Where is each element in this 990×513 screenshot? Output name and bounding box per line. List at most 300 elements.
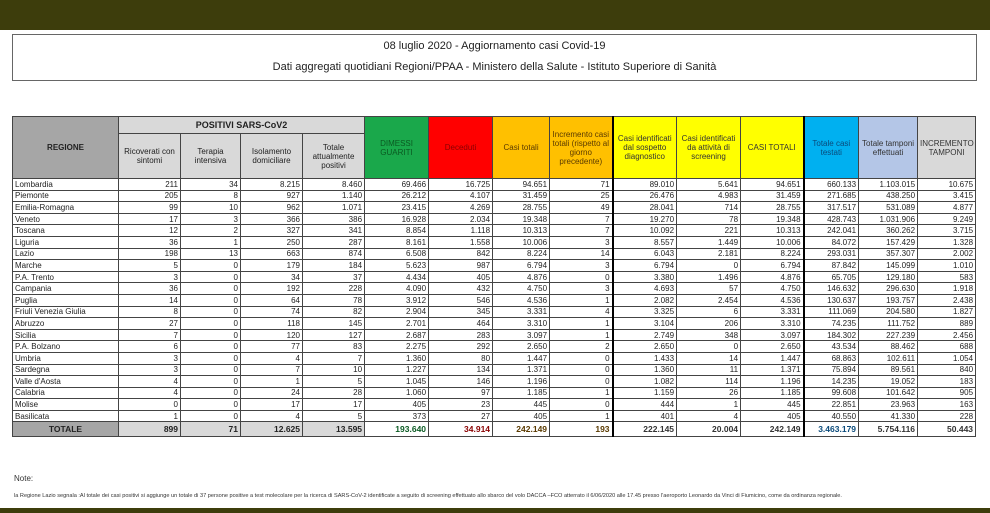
value-cell: 3	[550, 283, 613, 295]
value-cell: 4	[119, 387, 181, 399]
value-cell: 4.876	[741, 271, 804, 283]
value-cell: 0	[677, 260, 741, 272]
value-cell: 43.534	[804, 341, 859, 353]
value-cell: 1	[119, 410, 181, 422]
value-cell: 2.454	[677, 294, 741, 306]
value-cell: 8.161	[365, 236, 429, 248]
region-name-cell: Umbria	[13, 352, 119, 364]
totals-value-cell: 71	[181, 422, 241, 437]
value-cell: 179	[241, 260, 303, 272]
value-cell: 8	[181, 190, 241, 202]
value-cell: 341	[303, 225, 365, 237]
value-cell: 7	[550, 213, 613, 225]
value-cell: 13	[181, 248, 241, 260]
value-cell: 2.904	[365, 306, 429, 318]
value-cell: 1.082	[613, 376, 677, 388]
notes-text: la Regione Lazio segnala :Al totale dei casi positivi si aggiunge un totale di 37 persone positive a test molecolare per la ricerca di SARS-CoV-2 identificate a seguito di screening effettuato allo sbarco del volo DACCA –FCO atterrato il 6/06/2020 alle 17.45 presso l'aeroporto Leonardo da Vinci di Fiumicino, come da ordinanza regionale.	[14, 493, 842, 499]
value-cell: 8.557	[613, 236, 677, 248]
region-name-cell: Calabria	[13, 387, 119, 399]
header-totale-positivi: Totale attualmente positivi	[303, 134, 365, 179]
totals-value-cell: 13.595	[303, 422, 365, 437]
value-cell: 71	[550, 179, 613, 191]
value-cell: 1.558	[429, 236, 493, 248]
totals-value-cell: 20.004	[677, 422, 741, 437]
value-cell: 23	[429, 399, 493, 411]
value-cell: 10.313	[741, 225, 804, 237]
value-cell: 3	[119, 352, 181, 364]
value-cell: 26.476	[613, 190, 677, 202]
value-cell: 4.876	[493, 271, 550, 283]
totals-value-cell: 3.463.179	[804, 422, 859, 437]
value-cell: 4.269	[429, 202, 493, 214]
value-cell: 10.006	[493, 236, 550, 248]
value-cell: 74	[241, 306, 303, 318]
value-cell: 183	[918, 376, 976, 388]
bottom-banner	[0, 508, 990, 513]
value-cell: 1.118	[429, 225, 493, 237]
value-cell: 8.224	[493, 248, 550, 260]
value-cell: 111.069	[804, 306, 859, 318]
value-cell: 405	[741, 410, 804, 422]
value-cell: 87.842	[804, 260, 859, 272]
value-cell: 271.685	[804, 190, 859, 202]
value-cell: 1.060	[365, 387, 429, 399]
value-cell: 94.651	[493, 179, 550, 191]
value-cell: 0	[181, 376, 241, 388]
value-cell: 4	[677, 410, 741, 422]
value-cell: 14	[677, 352, 741, 364]
value-cell: 4	[241, 410, 303, 422]
value-cell: 3	[550, 260, 613, 272]
value-cell: 2	[550, 341, 613, 353]
value-cell: 1.371	[493, 364, 550, 376]
value-cell: 16.928	[365, 213, 429, 225]
value-cell: 36	[119, 236, 181, 248]
value-cell: 4.107	[429, 190, 493, 202]
value-cell: 660.133	[804, 179, 859, 191]
value-cell: 94.651	[741, 179, 804, 191]
value-cell: 102.611	[859, 352, 918, 364]
top-banner	[0, 0, 990, 30]
region-name-cell: Sardegna	[13, 364, 119, 376]
value-cell: 4	[119, 376, 181, 388]
table-row	[13, 179, 976, 191]
value-cell: 6.508	[365, 248, 429, 260]
value-cell: 283	[429, 329, 493, 341]
title-box	[12, 34, 977, 81]
region-name-cell: P.A. Trento	[13, 271, 119, 283]
value-cell: 8.224	[741, 248, 804, 260]
value-cell: 962	[241, 202, 303, 214]
table-row	[13, 341, 976, 353]
table-body	[13, 179, 976, 437]
value-cell: 1	[241, 376, 303, 388]
value-cell: 31.459	[741, 190, 804, 202]
value-cell: 40.550	[804, 410, 859, 422]
value-cell: 1.328	[918, 236, 976, 248]
value-cell: 34	[181, 179, 241, 191]
page-subtitle: Dati aggregati quotidiani Regioni/PPAA - Ministero della Salute - Istituto Superiore di Sanità	[272, 61, 717, 73]
value-cell: 228	[303, 283, 365, 295]
header-incremento-casi: Incremento casi totali (rispetto al giorno precedente)	[550, 117, 613, 179]
value-cell: 3.380	[613, 271, 677, 283]
region-name-cell: Toscana	[13, 225, 119, 237]
value-cell: 1.433	[613, 352, 677, 364]
value-cell: 2.275	[365, 341, 429, 353]
region-name-cell: Lombardia	[13, 179, 119, 191]
region-name-cell: Sicilia	[13, 329, 119, 341]
value-cell: 4.983	[677, 190, 741, 202]
header-sospetto-diagnostico: Casi identificati dal sospetto diagnostico	[613, 117, 677, 179]
value-cell: 36	[119, 283, 181, 295]
value-cell: 1	[550, 329, 613, 341]
value-cell: 2.650	[613, 341, 677, 353]
table-row	[13, 283, 976, 295]
value-cell: 1.918	[918, 283, 976, 295]
value-cell: 205	[119, 190, 181, 202]
table-row	[13, 352, 976, 364]
value-cell: 0	[550, 399, 613, 411]
value-cell: 1.827	[918, 306, 976, 318]
value-cell: 99.608	[804, 387, 859, 399]
value-cell: 4.536	[493, 294, 550, 306]
value-cell: 348	[677, 329, 741, 341]
value-cell: 3.104	[613, 318, 677, 330]
value-cell: 14	[119, 294, 181, 306]
value-cell: 2.438	[918, 294, 976, 306]
value-cell: 97	[429, 387, 493, 399]
value-cell: 1.054	[918, 352, 976, 364]
value-cell: 118	[241, 318, 303, 330]
value-cell: 7	[241, 364, 303, 376]
value-cell: 242.041	[804, 225, 859, 237]
table-row	[13, 202, 976, 214]
value-cell: 74.235	[804, 318, 859, 330]
page-title: 08 luglio 2020 - Aggiornamento casi Covid-19	[383, 40, 606, 52]
value-cell: 6.043	[613, 248, 677, 260]
value-cell: 211	[119, 179, 181, 191]
table-row	[13, 248, 976, 260]
value-cell: 10	[181, 202, 241, 214]
header-regione: REGIONE	[13, 117, 119, 179]
value-cell: 27	[119, 318, 181, 330]
value-cell: 1.045	[365, 376, 429, 388]
value-cell: 89.010	[613, 179, 677, 191]
region-name-cell: Veneto	[13, 213, 119, 225]
value-cell: 3	[181, 213, 241, 225]
totals-value-cell: 899	[119, 422, 181, 437]
value-cell: 1.196	[493, 376, 550, 388]
region-name-cell: Basilicata	[13, 410, 119, 422]
value-cell: 1.496	[677, 271, 741, 283]
header-deceduti: Deceduti	[429, 117, 493, 179]
value-cell: 1.185	[741, 387, 804, 399]
value-cell: 3.310	[493, 318, 550, 330]
value-cell: 49	[550, 202, 613, 214]
table-row	[13, 329, 976, 341]
value-cell: 6.794	[613, 260, 677, 272]
totals-row	[13, 422, 976, 437]
value-cell: 19.052	[859, 376, 918, 388]
value-cell: 927	[241, 190, 303, 202]
value-cell: 688	[918, 341, 976, 353]
value-cell: 146.632	[804, 283, 859, 295]
value-cell: 1	[550, 410, 613, 422]
value-cell: 1.140	[303, 190, 365, 202]
value-cell: 1.447	[493, 352, 550, 364]
value-cell: 445	[493, 399, 550, 411]
value-cell: 1.071	[303, 202, 365, 214]
region-name-cell: Abruzzo	[13, 318, 119, 330]
header-positivi-group: POSITIVI SARS-CoV2	[119, 117, 365, 134]
totals-value-cell: 222.145	[613, 422, 677, 437]
value-cell: 1.449	[677, 236, 741, 248]
totals-value-cell: 193	[550, 422, 613, 437]
value-cell: 10.675	[918, 179, 976, 191]
value-cell: 146	[429, 376, 493, 388]
value-cell: 17	[241, 399, 303, 411]
value-cell: 204.580	[859, 306, 918, 318]
region-name-cell: P.A. Bolzano	[13, 341, 119, 353]
table-row	[13, 213, 976, 225]
value-cell: 531.089	[859, 202, 918, 214]
value-cell: 8	[119, 306, 181, 318]
value-cell: 10.006	[741, 236, 804, 248]
value-cell: 0	[181, 410, 241, 422]
value-cell: 3	[119, 364, 181, 376]
value-cell: 127	[303, 329, 365, 341]
value-cell: 28.041	[613, 202, 677, 214]
region-name-cell: Liguria	[13, 236, 119, 248]
value-cell: 3.415	[918, 190, 976, 202]
value-cell: 184.302	[804, 329, 859, 341]
value-cell: 0	[181, 387, 241, 399]
value-cell: 4.090	[365, 283, 429, 295]
value-cell: 9.249	[918, 213, 976, 225]
value-cell: 19.270	[613, 213, 677, 225]
value-cell: 250	[241, 236, 303, 248]
value-cell: 129.180	[859, 271, 918, 283]
totals-value-cell: 242.149	[493, 422, 550, 437]
value-cell: 7	[119, 329, 181, 341]
value-cell: 23.963	[859, 399, 918, 411]
covid-data-table	[12, 116, 976, 437]
header-ricoverati: Ricoverati con sintomi	[119, 134, 181, 179]
value-cell: 663	[241, 248, 303, 260]
value-cell: 130.637	[804, 294, 859, 306]
value-cell: 1.371	[741, 364, 804, 376]
table-row	[13, 271, 976, 283]
value-cell: 428.743	[804, 213, 859, 225]
value-cell: 287	[303, 236, 365, 248]
value-cell: 0	[181, 352, 241, 364]
value-cell: 227.239	[859, 329, 918, 341]
value-cell: 6	[677, 306, 741, 318]
value-cell: 14	[550, 248, 613, 260]
value-cell: 1.227	[365, 364, 429, 376]
region-name-cell: Campania	[13, 283, 119, 295]
value-cell: 78	[303, 294, 365, 306]
table-row	[13, 364, 976, 376]
value-cell: 11	[677, 364, 741, 376]
value-cell: 1	[181, 236, 241, 248]
table-row	[13, 376, 976, 388]
value-cell: 69.466	[365, 179, 429, 191]
value-cell: 3.912	[365, 294, 429, 306]
value-cell: 228	[918, 410, 976, 422]
table-row	[13, 260, 976, 272]
value-cell: 6	[119, 341, 181, 353]
value-cell: 83	[303, 341, 365, 353]
value-cell: 2.749	[613, 329, 677, 341]
value-cell: 78	[677, 213, 741, 225]
value-cell: 14.235	[804, 376, 859, 388]
value-cell: 0	[550, 376, 613, 388]
value-cell: 405	[365, 399, 429, 411]
totals-value-cell: 50.443	[918, 422, 976, 437]
value-cell: 4	[241, 352, 303, 364]
value-cell: 1.031.906	[859, 213, 918, 225]
value-cell: 445	[741, 399, 804, 411]
value-cell: 26	[677, 387, 741, 399]
value-cell: 345	[429, 306, 493, 318]
value-cell: 3.715	[918, 225, 976, 237]
value-cell: 296.630	[859, 283, 918, 295]
value-cell: 101.642	[859, 387, 918, 399]
totals-value-cell: 5.754.116	[859, 422, 918, 437]
value-cell: 1.185	[493, 387, 550, 399]
value-cell: 22.851	[804, 399, 859, 411]
value-cell: 5	[119, 260, 181, 272]
value-cell: 0	[181, 283, 241, 295]
region-name-cell: Lazio	[13, 248, 119, 260]
value-cell: 874	[303, 248, 365, 260]
value-cell: 3.331	[493, 306, 550, 318]
region-name-cell: Emilia-Romagna	[13, 202, 119, 214]
value-cell: 3.325	[613, 306, 677, 318]
value-cell: 3	[119, 271, 181, 283]
value-cell: 327	[241, 225, 303, 237]
value-cell: 1.103.015	[859, 179, 918, 191]
value-cell: 5.623	[365, 260, 429, 272]
value-cell: 1	[550, 387, 613, 399]
value-cell: 905	[918, 387, 976, 399]
value-cell: 840	[918, 364, 976, 376]
header-casi-testati: Totale casi testati	[804, 117, 859, 179]
value-cell: 357.307	[859, 248, 918, 260]
totals-value-cell: 34.914	[429, 422, 493, 437]
value-cell: 444	[613, 399, 677, 411]
value-cell: 889	[918, 318, 976, 330]
totals-value-cell: 12.625	[241, 422, 303, 437]
value-cell: 0	[181, 306, 241, 318]
header-terapia-intensiva: Terapia intensiva	[181, 134, 241, 179]
value-cell: 292	[429, 341, 493, 353]
value-cell: 0	[677, 341, 741, 353]
value-cell: 221	[677, 225, 741, 237]
table-row	[13, 294, 976, 306]
value-cell: 6.794	[493, 260, 550, 272]
header-casi-totali-2: CASI TOTALI	[741, 117, 804, 179]
value-cell: 3.331	[741, 306, 804, 318]
value-cell: 120	[241, 329, 303, 341]
value-cell: 0	[181, 294, 241, 306]
value-cell: 8.854	[365, 225, 429, 237]
value-cell: 4.750	[493, 283, 550, 295]
value-cell: 68.863	[804, 352, 859, 364]
value-cell: 432	[429, 283, 493, 295]
value-cell: 2	[181, 225, 241, 237]
header-tamponi: Totale tamponi effettuati	[859, 117, 918, 179]
value-cell: 464	[429, 318, 493, 330]
value-cell: 27	[429, 410, 493, 422]
value-cell: 193.757	[859, 294, 918, 306]
value-cell: 0	[181, 318, 241, 330]
value-cell: 145	[303, 318, 365, 330]
value-cell: 4.693	[613, 283, 677, 295]
region-name-cell: Piemonte	[13, 190, 119, 202]
value-cell: 75.894	[804, 364, 859, 376]
value-cell: 65.705	[804, 271, 859, 283]
table-row	[13, 236, 976, 248]
value-cell: 163	[918, 399, 976, 411]
value-cell: 26.212	[365, 190, 429, 202]
value-cell: 0	[550, 352, 613, 364]
value-cell: 23.415	[365, 202, 429, 214]
value-cell: 1.159	[613, 387, 677, 399]
value-cell: 145.099	[859, 260, 918, 272]
value-cell: 4.877	[918, 202, 976, 214]
value-cell: 111.752	[859, 318, 918, 330]
value-cell: 28.755	[493, 202, 550, 214]
value-cell: 24	[241, 387, 303, 399]
value-cell: 0	[181, 271, 241, 283]
value-cell: 80	[429, 352, 493, 364]
value-cell: 3	[550, 236, 613, 248]
value-cell: 88.462	[859, 341, 918, 353]
value-cell: 842	[429, 248, 493, 260]
value-cell: 401	[613, 410, 677, 422]
header-isolamento: Isolamento domiciliare	[241, 134, 303, 179]
value-cell: 2.002	[918, 248, 976, 260]
table-row	[13, 190, 976, 202]
value-cell: 17	[303, 399, 365, 411]
value-cell: 3.310	[741, 318, 804, 330]
value-cell: 34	[241, 271, 303, 283]
value-cell: 0	[181, 260, 241, 272]
value-cell: 714	[677, 202, 741, 214]
value-cell: 3.097	[493, 329, 550, 341]
value-cell: 1.010	[918, 260, 976, 272]
value-cell: 0	[181, 341, 241, 353]
value-cell: 2.082	[613, 294, 677, 306]
value-cell: 134	[429, 364, 493, 376]
value-cell: 198	[119, 248, 181, 260]
value-cell: 16.725	[429, 179, 493, 191]
value-cell: 31.459	[493, 190, 550, 202]
value-cell: 1.447	[741, 352, 804, 364]
value-cell: 1.196	[741, 376, 804, 388]
value-cell: 2.181	[677, 248, 741, 260]
value-cell: 57	[677, 283, 741, 295]
value-cell: 77	[241, 341, 303, 353]
value-cell: 184	[303, 260, 365, 272]
value-cell: 366	[241, 213, 303, 225]
value-cell: 5	[303, 410, 365, 422]
value-cell: 192	[241, 283, 303, 295]
value-cell: 1	[677, 399, 741, 411]
value-cell: 7	[303, 352, 365, 364]
